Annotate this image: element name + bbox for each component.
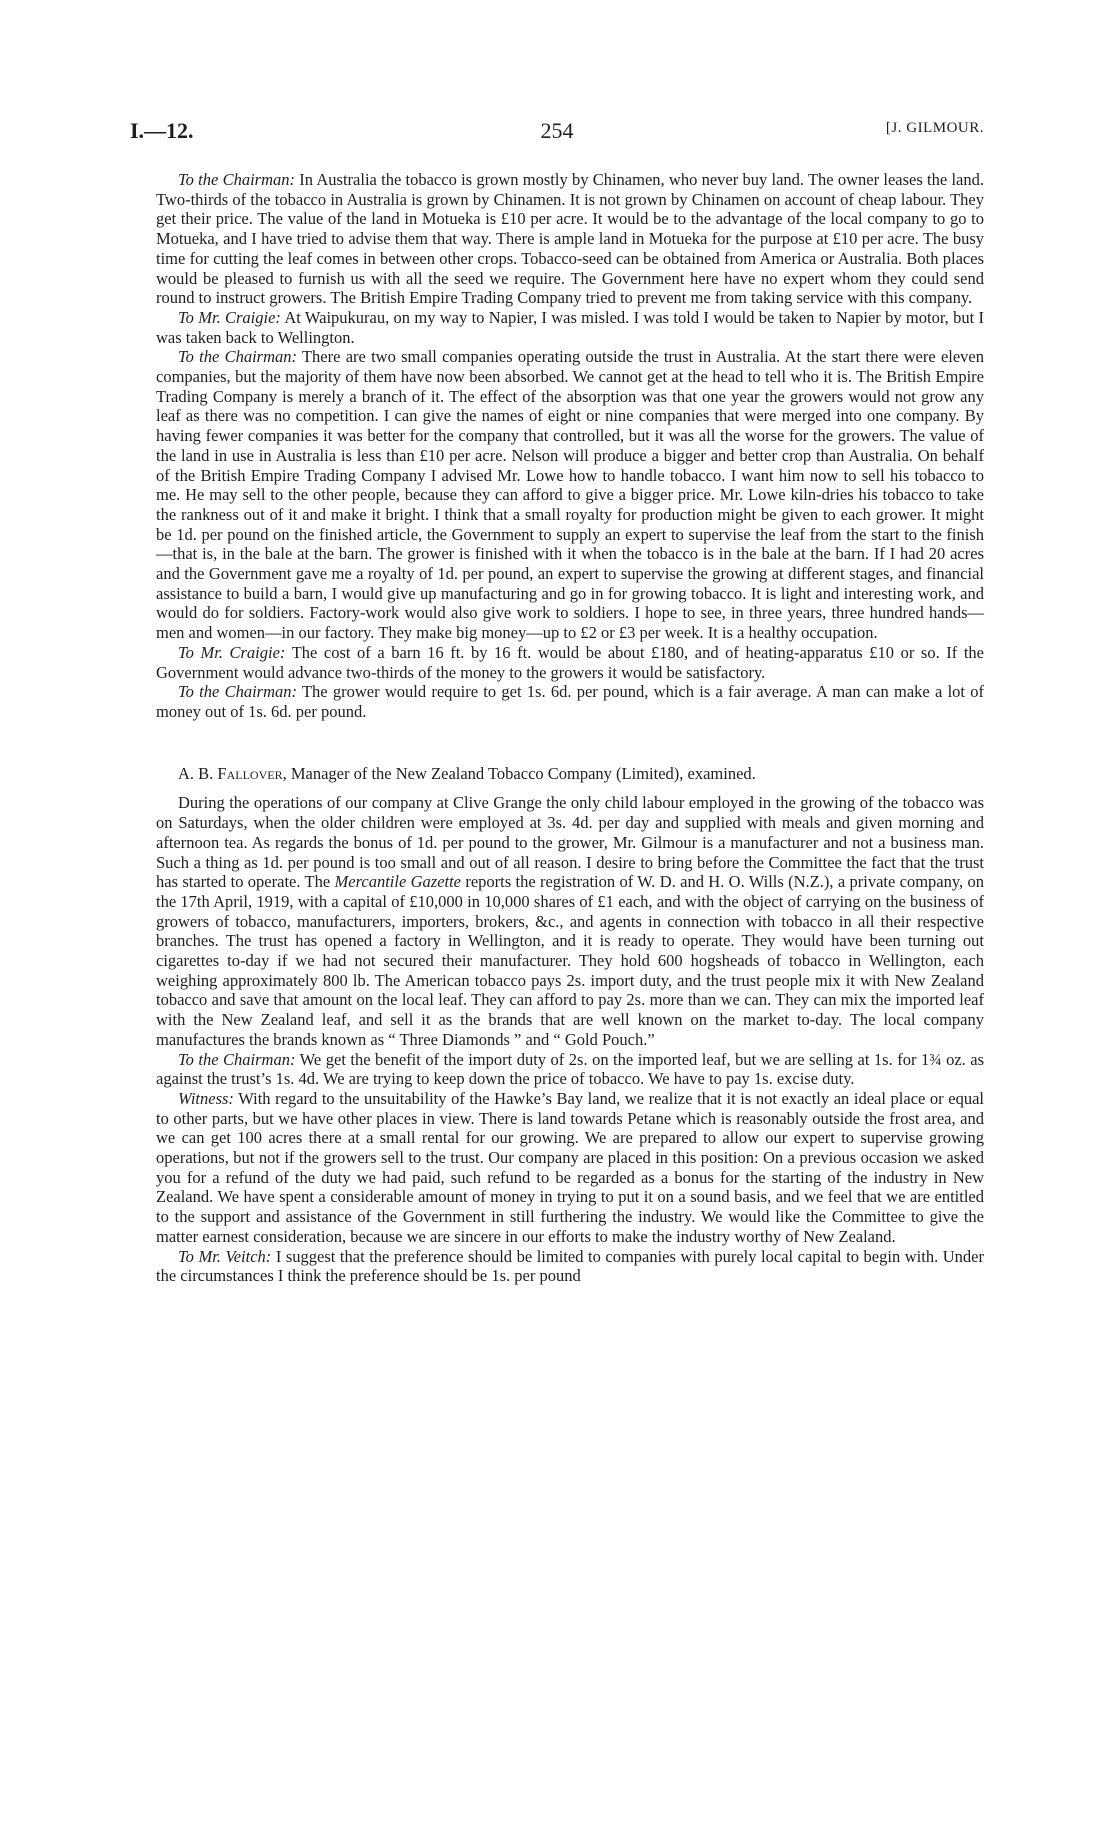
paragraph-text: We get the benefit of the import duty of 2s. on the imported leaf, but we are selling at 1s. for 1¾ oz. as against the trust’s 1s. 4d. We are trying to keep down the price of tobacco. We have to pay 1s. excise duty.: [156, 1049, 984, 1089]
paragraph: [156, 1050, 984, 1089]
addressee: To Mr. Veitch:: [178, 1246, 272, 1266]
publication-title: Mercantile Gazette: [334, 872, 462, 892]
paragraph-text: The cost of a barn 16 ft. by 16 ft. would be about £180, and of heating-apparatus £10 or so. If the Government would advance two-thirds of the money to the growers it would be satisfactory.: [156, 642, 984, 682]
paragraph-text: During the operations of our company at Clive Grange the only child labour employed in the growing of the tobacco was on Saturdays, when the older children were employed at 3s. 4d. per day and supplied with meals and given morning and afternoon tea. As regards the bonus of 1d. per pound to the grower, Mr. Gilmour is a manufacturer and not a business man. Such a thing as 1d. per pound is too small and out of all reason. I desire to bring before the Committee the fact that the trust has started to operate. The: [156, 793, 984, 892]
addressee: To the Chairman:: [178, 682, 297, 702]
page-header: [130, 118, 984, 148]
addressee: To Mr. Craigie:: [178, 307, 281, 327]
addressee: To Mr. Craigie:: [178, 642, 286, 662]
paragraph: [156, 682, 984, 721]
witness-initials: A. B.: [178, 763, 218, 783]
document-body: [156, 170, 984, 1286]
addressee: To the Chairman:: [178, 170, 296, 189]
paragraph: [156, 170, 984, 308]
paragraph-text: With regard to the unsuitability of the Hawke’s Bay land, we realize that it is not exactly an ideal place or equal to other parts, but we have other places in view. There is land towards Petane which is reasonably outside the frost area, and we can get 100 acres there at a small rental for our growing. We are prepared to allow our expert to supervise growing operations, but not if the growers sell to the trust. Our company are placed in this position: On a previous occasion we asked you for a refund of the duty we had paid, such refund to be regarded as a bonus for the starting of the industry in New Zealand. We have spent a considerable amount of money in trying to put it on a sound basis, and we feel that we are entitled to the support and assistance of the Government in still furthering the industry. We would like the Committee to give the matter earnest consideration, because we are sincere in our efforts to make the industry worthy of New Zealand.: [156, 1088, 984, 1246]
paper-reference: I.—12.: [130, 118, 194, 143]
paragraph: [156, 308, 984, 347]
paragraph-text: reports the registration of W. D. and H. O. Wills (N.Z.), a private company, on the 17th April, 1919, with a capital of £10,000 in 10,000 shares of £1 each, and with the object of carrying on the business of growers of tobacco, manufacturers, importers, brokers, &c., and agents in connection with tobacco in all their respective branches. The trust has opened a factory in Wellington, and it is ready to operate. They would have been turning out cigarettes to-day if we had not secured their manufacturer. They hold 600 hogsheads of tobacco in Wellington, each weighing approximately 800 lb. The American tobacco pays 2s. import duty, and the trust people mix it with New Zealand tobacco and save that amount on the local leaf. They can afford to pay 2s. more than we can. They can mix the imported leaf with the New Zealand leaf, and sell it as the brands that are well known on the market to-day. The local company manufactures the brands known as “ Three Diamonds ” and “ Gold Pouch.”: [156, 872, 984, 1049]
addressee: To the Chairman:: [178, 347, 298, 367]
paragraph: [156, 1089, 984, 1247]
witness-description: , Manager of the New Zealand Tobacco Company (Limited), examined.: [282, 763, 756, 783]
paragraph: [156, 1247, 984, 1286]
paragraph-text: There are two small companies operating outside the trust in Australia. At the start there were eleven companies, but the majority of them have now been absorbed. We cannot get at the head to tell who it is. The British Empire Trading Company is merely a branch of it. The effect of the absorption was that one year the growers would not grow any leaf as there was no competition. I can give the names of eight or nine companies that were merged into one company. By having fewer companies it was better for the company that controlled, but it was all the worse for the growers. The value of the land in use in Australia is less than £10 per acre. Nelson will produce a bigger and better crop than Australia. On behalf of the British Empire Trading Company I advised Mr. Lowe how to handle tobacco. I want him now to sell his tobacco to me. He may sell to the other people, because they can afford to give a bigger price. Mr. Lowe kiln-dries his tobacco to take the rankness out of it and make it bright. I think that a small royalty for production might be given to each grower. It might be 1d. per pound on the finished article, the Government to supply an expert to supervise the leaf from the start to the finish—that is, in the bale at the barn. The grower is finished with it when the tobacco is in the bale at the barn. If I had 20 acres and the Government gave me a royalty of 1d. per pound, an expert to supervise the growing at different stages, and financial assistance to build a barn, I would give up manufacturing and go in for growing tobacco. It is light and interesting work, and would do for soldiers. Factory-work would also give work to soldiers. I hope to see, in three years, three hundred hands—men and women—in our factory. They make big money—up to £2 or £3 per week. It is a healthy occupation.: [156, 347, 985, 643]
paragraph-text: I suggest that the preference should be limited to companies with purely local capital to begin with. Under the circumstances I think the preference should be 1s. per pound: [156, 1246, 984, 1286]
paragraph-text: The grower would require to get 1s. 6d. per pound, which is a fair average. A man can make a lot of money out of 1s. 6d. per pound.: [156, 682, 984, 721]
paragraph-text: In Australia the tobacco is grown mostly by Chinamen, who never buy land. The owner leases the land. Two-thirds of the tobacco in Australia is grown by Chinamen. It is not grown by Chinamen on account of cheap labour. They get their price. The value of the land in Motueka is £10 per acre. It would be to the advantage of the local company to go to Motueka, and I have tried to advise them that way. There is ample land in Motueka for the purpose at £10 per acre. The busy time for cutting the leaf comes in between other crops. Tobacco-seed can be obtained from America or Australia. Both places would be pleased to furnish us with all the seed we require. The Government here have no expert whom they could send round to instruct growers. The British Empire Trading Company tried to prevent me from taking service with this company.: [156, 170, 984, 308]
paragraph-text: At Waipukurau, on my way to Napier, I was misled. I was told I would be taken to Napier by motor, but I was taken back to Wellington.: [156, 307, 984, 347]
paragraph: [156, 643, 984, 682]
addressee: To the Chairman:: [178, 1049, 296, 1069]
paragraph: [156, 347, 984, 643]
paragraph: [156, 793, 984, 1049]
page-number: 254: [540, 118, 574, 143]
addressee: Witness:: [178, 1088, 234, 1108]
witness-name: [J. GILMOUR.: [885, 120, 984, 136]
witness-heading: [156, 764, 984, 784]
witness-surname: Fallover: [217, 763, 283, 783]
